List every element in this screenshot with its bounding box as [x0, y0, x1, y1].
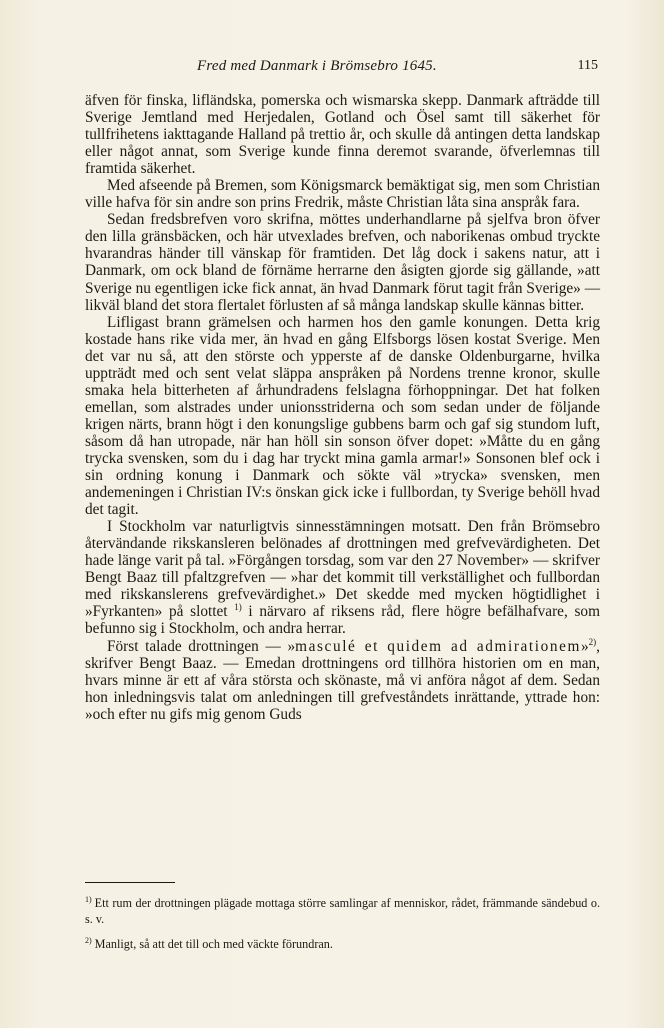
body-text [85, 92, 600, 723]
paragraph-text: I Stockholm var naturligtvis sinnesstämningen motsatt. Den från Brömsebro återvändande rikskansleren belönades af drottningen med grefvevärdigheten. Det hade länge varit på tal. »Förgången torsdag, som var den 27 November» — skrifver Bengt Baaz till pfaltzgrefven — »har det kommit till verkställighet och fullbordan med rikskanslerens grefvevärdighet.» Det skedde med mycken högtidlighet i »Fyrkanten» på slottet [85, 518, 600, 621]
page-number: 115 [577, 58, 598, 73]
paragraph [85, 638, 600, 723]
footnote-text: Ett rum der drottningen plägade mottaga större samlingar af menniskor, rådet, främmande sändebud o. s. v. [85, 896, 600, 926]
running-title: Fred med Danmark i Brömsebro 1645. [197, 58, 437, 74]
paragraph: Med afseende på Bremen, som Königsmarck bemäktigat sig, men som Christian ville hafva för sin andre son prins Fredrik, måste Christian låta sina anspråk fara. [85, 177, 600, 212]
page-header [85, 58, 598, 80]
latin-quote: masculé et quidem ad admirationem [295, 637, 582, 655]
footnote-mark: 2) [85, 936, 92, 946]
footnote-mark: 1) [85, 895, 92, 904]
paragraph-text: , skrifver Bengt Baaz. — Emedan drottningens ord tillhöra historien om en man, hvars minne är ett af våra största och skönaste, må vi anföra något af dem. Sedan hon inledningsvis talat om anledningen till grefveståndets inrättande, yttrade hon: »och efter nu gifs mig genom Guds [85, 637, 600, 723]
footnote-divider [85, 882, 175, 883]
footnote [85, 933, 600, 953]
footnote-ref: 1) [234, 602, 242, 613]
paragraph [85, 518, 600, 637]
footnote-text: Manligt, så att det till och med väckte förundran. [94, 937, 333, 952]
paragraph-text: Först talade drottningen — » [107, 637, 296, 655]
quote-close: » [581, 637, 589, 655]
footnotes [85, 892, 600, 959]
footnote [85, 892, 600, 927]
footnote-ref: 2) [588, 636, 597, 647]
paragraph-text: i närvaro af riksens råd, flere högre befälhafvare, som befunno sig i Stockholm, och andra herrar. [85, 603, 600, 638]
paragraph: Lifligast brann grämelsen och harmen hos den gamle konungen. Detta krig kostade hans rike vida mer, än hvad en gång Elfsborgs lösen kostat Sverige. Men det var nu så, att den störste och ypperste af de danske Oldenburgarne, hvilka uppträdt med och sent velat släppa anspråken på Nordens trenne kronor, skulle smaka hela bitterheten af århundradens felslagna förhoppningar. Det hat folken emellan, som alstrades under unionsstriderna och som sedan under de följande krigen närts, brann högt i den konungslige gubbens barm och gaf sig stundom luft, såsom då han utropade, när han höll sin sonson öfver dopet: »Måtte du en gång trycka svensken, som du i dag har tryckt mina gamla armar!» Sonsonen blef ock i sin ordning konung i Danmark och sökte väl »trycka» svensken, men andemeningen i Christian IV:s önskan gick icke i fullbordan, ty Sverige behöll hvad det tagit. [85, 313, 600, 519]
paragraph: Sedan fredsbrefven voro skrifna, möttes underhandlarne på sjelfva bron öfver den lilla gränsbäcken, och här utvexlades brefven, och naborikenas ombud tryckte hvarandras händer till vänskap för framtiden. Det låg dock i sakens natur, att i Danmark, om ock bland de förnäme herrarne den åsigten gjorde sig gällande, »att Sverige nu egentligen icke fick annat, än hvad Danmark förut tagit från Sverige» — likväl bland det stora flertalet förlusten af så många landskap skulle kännas bitter. [85, 211, 600, 314]
paragraph: äfven för finska, lifländska, pomerska och wismarska skepp. Danmark afträdde till Sverige Jemtland med Herjedalen, Gotland och Ösel samt till säkerhet för tullfrihetens iakttagande Halland på trettio år, och skulle då antingen detta landskap eller något annat, som Sverige kunde finna deremot svarande, öfverlemnas till framtida säkerhet. [85, 92, 600, 178]
